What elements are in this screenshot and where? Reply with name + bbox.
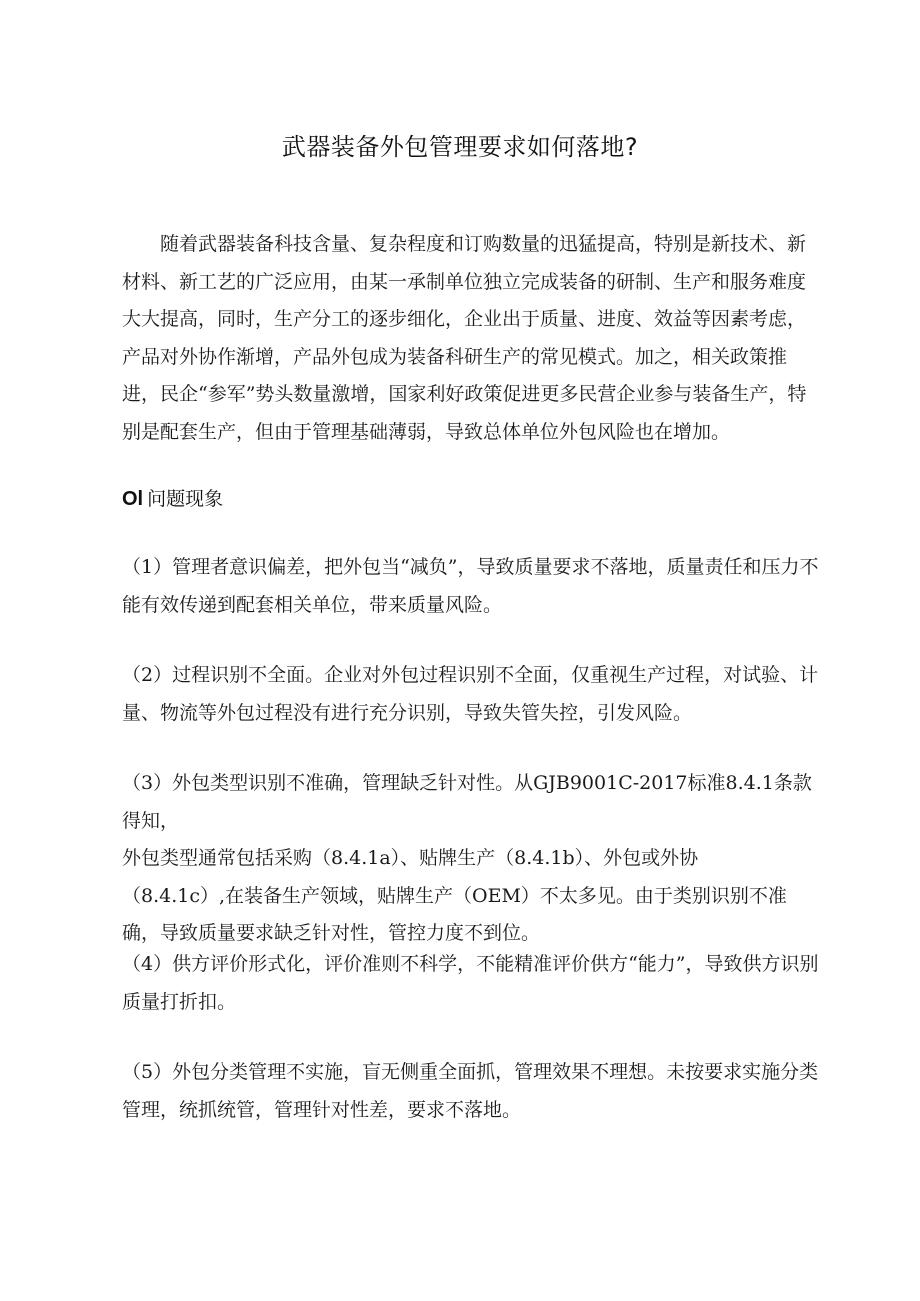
- section-number: Ol: [122, 488, 144, 510]
- problem-item-5: （5）外包分类管理不实施，盲无侧重全面抓，管理效果不理想。未按要求实施分类管理，统抓统管，管理针对性差，要求不落地。: [122, 1061, 819, 1121]
- document-title: 武器装备外包管理要求如何落地?: [281, 133, 639, 161]
- problem-item-3-line-1: （3）外包类型识别不准确，管理缺乏针对性。从GJB9001C-2017标准8.4.1条款得知，: [122, 772, 812, 832]
- section-title: 问题现象: [147, 488, 224, 510]
- intro-paragraph: 随着武器装备科技含量、复杂程度和订购数量的迅猛提高，特别是新技术、新材料、新工艺的广泛应用，由某一承制单位独立完成装备的研制、生产和服务难度大大提高，同时，生产分工的逐步细化，企业出于质量、进度、效益等因素考虑，产品对外协作渐增，产品外包成为装备科研生产的常见模式。加之，相关政策推进，民企“参军”势头数量激增，国家利好政策促进更多民营企业参与装备生产，特别是配套生产，但由于管理基础薄弱，导致总体单位外包风险也在增加。: [122, 233, 807, 443]
- problem-item-3-line-2: 外包类型通常包括采购（8.4.1a）、贴牌生产（8.4.1b）、外包或外协: [122, 847, 699, 869]
- problem-item-1: （1）管理者意识偏差，把外包当“减负”，导致质量要求不落地，质量责任和压力不能有效传递到配套相关单位，带来质量风险。: [122, 556, 819, 616]
- problem-item-2: （2）过程识别不全面。企业对外包过程识别不全面，仅重视生产过程，对试验、计量、物流等外包过程没有进行充分识别，导致失管失控，引发风险。: [122, 664, 819, 724]
- section-heading: [122, 484, 223, 514]
- problem-item-3-line-3: （8.4.1c）,在装备生产领域，贴牌生产（OEM）不太多见。由于类别识别不准确，导致质量要求缺乏针对性，管控力度不到位。: [122, 884, 787, 944]
- problem-item-4: （4）供方评价形式化，评价准则不科学，不能精准评价供方“能力”，导致供方识别质量打折扣。: [122, 953, 819, 1013]
- problem-item-3: [122, 765, 822, 953]
